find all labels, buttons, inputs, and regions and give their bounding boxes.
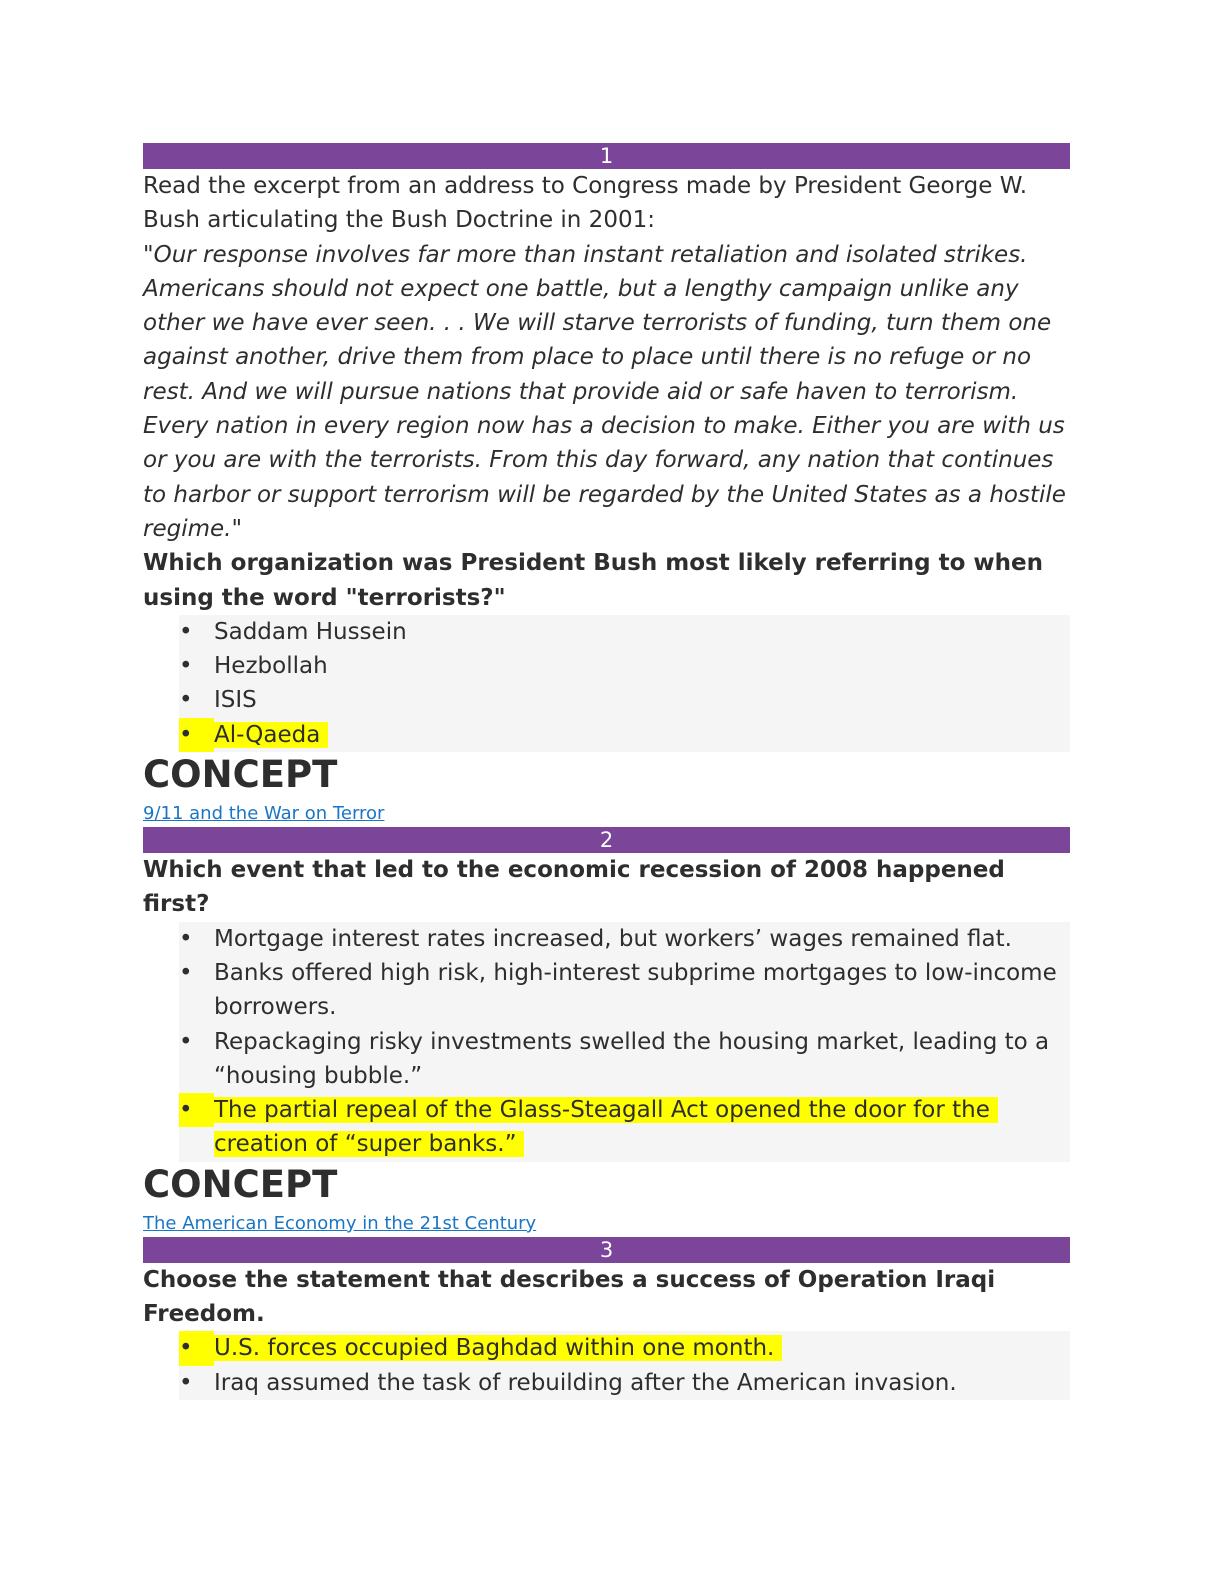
question-number-bar: 1 (143, 143, 1070, 169)
question-number-bar: 3 (143, 1237, 1070, 1263)
quote-close-mark: " (231, 515, 243, 542)
answer-option-text: Hezbollah (214, 653, 328, 680)
answer-option-text: Mortgage interest rates increased, but workers’ wages remained flat. (214, 925, 1012, 952)
bullet-icon: • (179, 718, 214, 752)
bullet-icon: • (179, 687, 193, 714)
answer-options (179, 615, 1070, 752)
answer-option[interactable] (179, 1366, 1070, 1400)
bullet-icon: • (179, 653, 193, 680)
answer-option-correct[interactable] (179, 1331, 1070, 1365)
answer-option-text: Banks offered high risk, high-interest subprime mortgages to low-income borrowers. (214, 959, 1057, 1021)
concept-link[interactable]: 9/11 and the War on Terror (143, 803, 385, 825)
bullet-icon: • (179, 1028, 193, 1055)
question-prompt: Which organization was President Bush most likely referring to when using the word "terrorists?" (143, 550, 1043, 611)
question-block-3 (143, 1237, 1070, 1400)
answer-option[interactable] (179, 1025, 1070, 1094)
speech-excerpt (143, 238, 1070, 547)
bullet-icon: • (179, 1369, 193, 1396)
answer-options (179, 922, 1070, 1162)
answer-option-text: Iraq assumed the task of rebuilding after the American invasion. (214, 1369, 957, 1396)
bullet-icon: • (179, 925, 193, 952)
answer-option-text: The partial repeal of the Glass-Steagall Act opened the door for the creation of “super banks.” (214, 1097, 998, 1157)
question-number-bar: 2 (143, 827, 1070, 853)
concept-heading: CONCEPT (143, 753, 338, 797)
answer-option[interactable] (179, 649, 1070, 683)
answer-option-text: ISIS (214, 687, 257, 714)
answer-option-correct[interactable] (179, 1093, 1070, 1162)
bullet-icon: • (179, 1093, 214, 1127)
quote-open-mark: " (143, 241, 154, 268)
answer-option-text: Repackaging risky investments swelled the housing market, leading to a “housing bubble.” (214, 1028, 1050, 1089)
question-prompt: Which event that led to the economic recession of 2008 happened first? (143, 857, 1005, 918)
document-page (143, 143, 1070, 1400)
answer-option[interactable] (179, 922, 1070, 956)
answer-option-text: Saddam Hussein (214, 618, 407, 645)
concept-link[interactable]: The American Economy in the 21st Century (143, 1212, 537, 1234)
question-block-2 (143, 827, 1070, 1237)
answer-option[interactable] (179, 683, 1070, 717)
bullet-icon: • (179, 1331, 214, 1365)
concept-heading: CONCEPT (143, 1162, 338, 1206)
excerpt-text: Our response involves far more than instant retaliation and isolated strikes. Americans should not expect one battle, but a lengthy campaign unlike any other we have ever seen. . . We will starve terrorists of funding, turn them one against another, drive them from place to place until there is no refuge or no rest. And we will pursue nations that provide aid or safe haven to terrorism. Every nation in every region now has a decision to make. Either you are with us or you are with the terrorists. From this day forward, any nation that continues to harbor or support terrorism will be regarded by the United States as a hostile regime. (143, 241, 1066, 542)
answer-option-text: Al-Qaeda (214, 722, 328, 748)
question-block-1 (143, 143, 1070, 827)
answer-options (179, 1331, 1070, 1400)
answer-option[interactable] (179, 956, 1070, 1025)
answer-option-correct[interactable] (179, 718, 1070, 752)
answer-option-text: U.S. forces occupied Baghdad within one month. (214, 1335, 782, 1361)
bullet-icon: • (179, 618, 193, 645)
question-intro: Read the excerpt from an address to Congress made by President George W. Bush articulating the Bush Doctrine in 2001: (143, 173, 1028, 234)
bullet-icon: • (179, 959, 193, 986)
question-prompt: Choose the statement that describes a success of Operation Iraqi Freedom. (143, 1266, 996, 1328)
answer-option[interactable] (179, 615, 1070, 649)
